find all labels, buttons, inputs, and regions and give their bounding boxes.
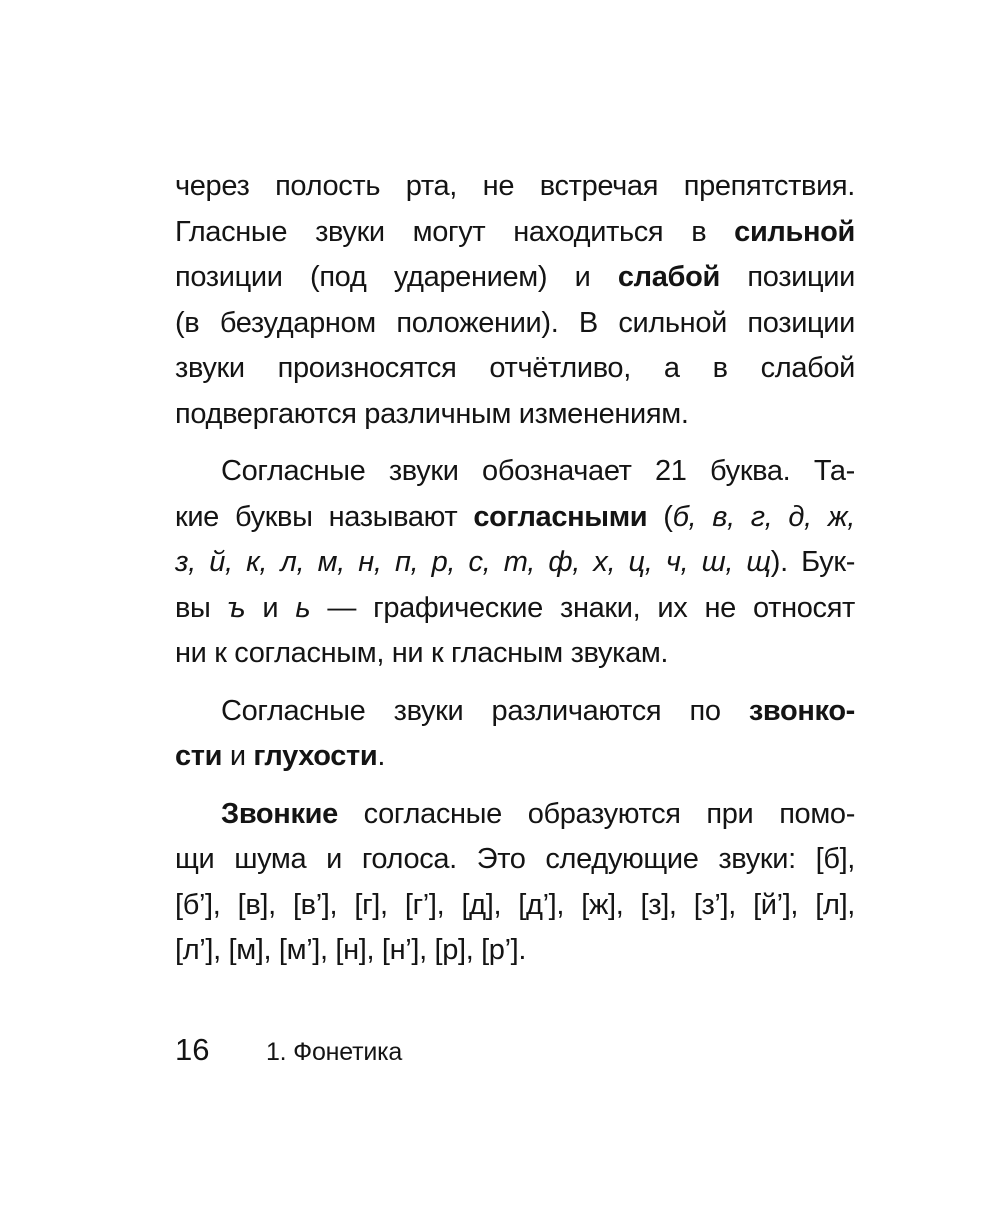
text-line: через полость рта, не встречая препятствия.: [175, 170, 855, 202]
text-line: подвергаются различным изменениям.: [175, 397, 689, 430]
text-line: кие буквы называют согласными (б, в, г, д, ж,: [175, 500, 856, 533]
term-voicedness: звонко-: [748, 694, 855, 727]
text-line: Согласные звуки различаются по звонко-: [221, 694, 855, 727]
text-line: сти и глухости.: [175, 740, 386, 772]
text-line: ни к согласным, ни к гласным звукам.: [175, 637, 669, 669]
term-voicelessness: глухости: [253, 740, 378, 772]
paragraph-consonant-letters: [175, 449, 855, 677]
text-line: Гласные звуки могут находиться в сильной: [175, 215, 855, 248]
paragraph-voicing: [175, 689, 855, 780]
text-line: [л’], [м], [м’], [н], [н’], [р], [р’].: [175, 934, 527, 966]
term-consonants: согласными: [473, 500, 648, 533]
text-line: [б’], [в], [в’], [г], [г’], [д], [д’], [ж], [з], [з’], [й’], [л],: [175, 888, 855, 921]
text-line: звуки произносятся отчётливо, а в слабой: [175, 352, 855, 384]
running-header-chapter: 1. Фонетика: [265, 1038, 403, 1066]
text-line: вы ъ и ь — графические знаки, их не относят: [175, 591, 855, 624]
paragraph-vowel-positions: [175, 164, 855, 437]
consonant-letter-list: з, й, к, л, м, н, п, р, с, т, ф, х, ц, ч, ш, щ: [175, 546, 771, 578]
text-line: щи шума и голоса. Это следующие звуки: [б],: [175, 843, 855, 875]
term-weak: слабой: [617, 261, 720, 293]
body-text: [175, 164, 855, 974]
text-line: Звонкие согласные образуются при помо-: [221, 797, 855, 830]
term-strong: сильной: [734, 215, 855, 248]
page-footer: [175, 1032, 402, 1068]
text-line: з, й, к, л, м, н, п, р, с, т, ф, х, ц, ч, ш, щ). Бук-: [175, 546, 856, 578]
paragraph-voiced-consonants: [175, 792, 855, 974]
page-number: 16: [175, 1032, 210, 1067]
text-line: Согласные звуки обозначает 21 буква. Та-: [221, 455, 855, 487]
text-line: (в безударном положении). В сильной позиции: [175, 306, 855, 339]
term-voiced: Звонкие: [221, 797, 338, 830]
text-line: позиции (под ударением) и слабой позиции: [175, 261, 855, 293]
